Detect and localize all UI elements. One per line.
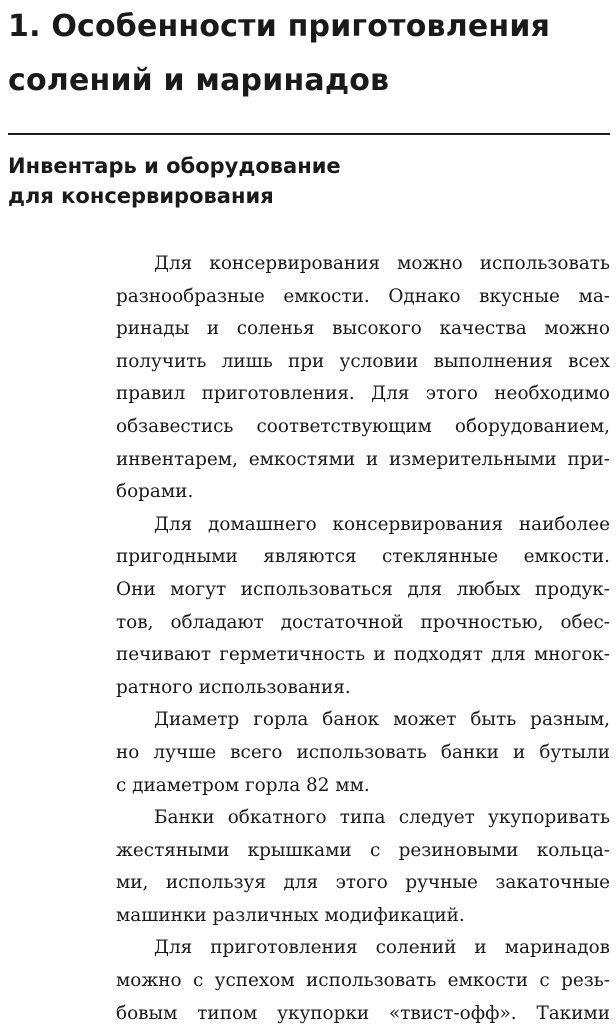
- paragraph-line: ринады и соленья высокого качества можно: [116, 318, 610, 340]
- section-title-line: Инвентарь и оборудование: [8, 154, 341, 178]
- paragraph-line: Для приготовления солений и маринадов: [154, 937, 610, 959]
- paragraph-line: Банки обкатного типа следует укупоривать: [154, 807, 610, 829]
- chapter-title: [8, 0, 608, 108]
- paragraph-line: борами.: [116, 481, 194, 503]
- paragraph-line: жестяными крышками с резиновыми кольца-: [116, 839, 610, 861]
- section-title: [8, 151, 608, 211]
- paragraph-line: ратного использования.: [116, 676, 351, 698]
- paragraph-line: ми, используя для этого ручные закаточные: [116, 872, 610, 894]
- paragraph-line: Для консервирования можно использовать: [154, 253, 610, 274]
- paragraph-line: печивают герметичность и подходят для многок-: [116, 644, 610, 666]
- paragraph-line: правил приготовления. Для этого необходимо: [116, 383, 610, 405]
- paragraph-line: но лучше всего использовать банки и бутыли: [116, 741, 610, 763]
- paragraph-line: Они могут использоваться для любых продук-: [116, 578, 610, 600]
- paragraph-line: машинки различных модификаций.: [116, 904, 465, 926]
- paragraph-line: Для домашнего консервирования наиболее: [154, 513, 610, 535]
- paragraph-line: тов, обладают достаточной прочностью, обес-: [116, 611, 610, 633]
- paragraph-line: с диаметром горла 82 мм.: [116, 774, 370, 796]
- paragraph-line: можно с успехом использовать емкости с резь-: [116, 970, 610, 992]
- chapter-title-line: солений и маринадов: [8, 63, 390, 98]
- section-divider: [8, 133, 610, 135]
- paragraph-line: Диаметр горла банок может быть разным,: [154, 709, 610, 731]
- paragraph-line: разнообразные емкости. Однако вкусные ма-: [116, 285, 610, 307]
- paragraph-line: пригодными являются стеклянные емкости.: [116, 546, 610, 568]
- paragraph-line: инвентарем, емкостями и измерительными при-: [116, 448, 610, 470]
- body-text: [116, 248, 610, 1030]
- chapter-title-line: 1. Особенности приготовления: [8, 9, 551, 44]
- paragraph-line: обзавестись соответствующим оборудованием,: [116, 415, 610, 437]
- paragraph-line: получить лишь при условии выполнения всех: [116, 350, 610, 372]
- paragraph-line: бовым типом укупорки «твист-офф». Такими: [116, 1002, 610, 1024]
- section-title-line: для консервирования: [8, 184, 274, 208]
